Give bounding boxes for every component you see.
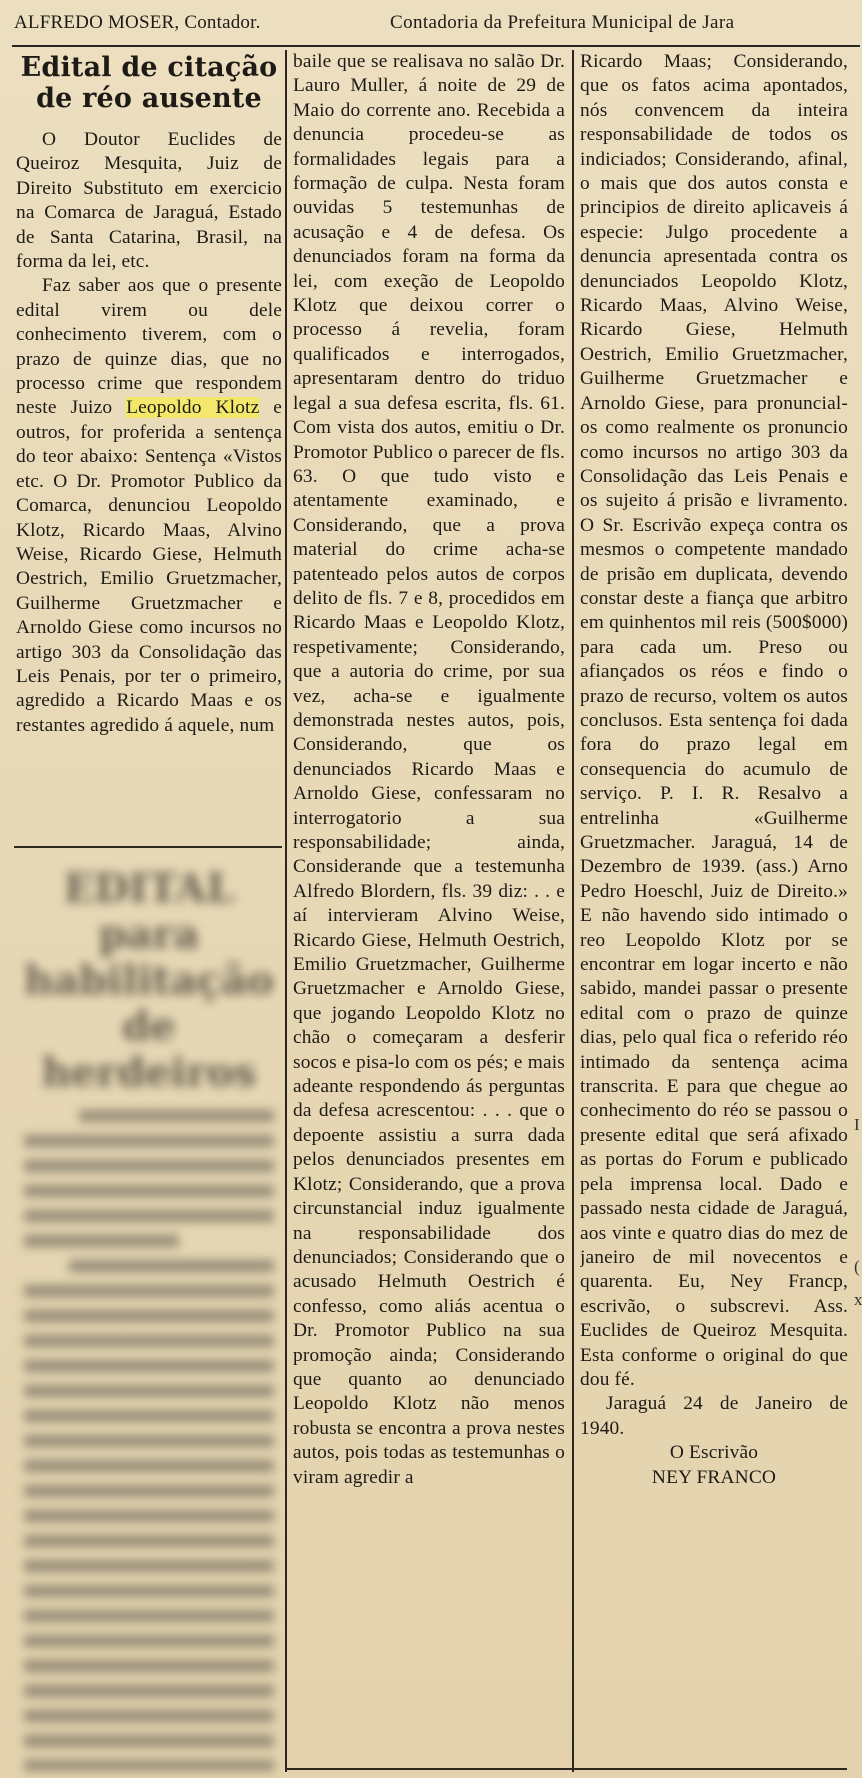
opening-text: Faz saber aos que o presente edital virem ou dele conhecimento tiverem, com o prazo de quinze dias, que no processo crime que respondem neste Juizo	[16, 275, 282, 419]
blurred-line	[24, 1385, 274, 1397]
blurred-line	[24, 1735, 274, 1747]
blurred-line	[24, 1360, 274, 1372]
header-left: ALFREDO MOSER, Contador.	[14, 12, 261, 33]
blurred-line	[24, 1685, 274, 1697]
column-2	[293, 50, 565, 1770]
blurred-line	[24, 1460, 274, 1472]
blurred-line	[24, 1535, 274, 1547]
header-right: Contadoria da Prefeitura Municipal de Jara	[390, 12, 735, 33]
blurred-line	[24, 1760, 274, 1771]
judge-intro-paragraph: O Doutor Euclides de Queiroz Mesquita, Juiz de Direito Substituto em exercicio na Comarca de Jaraguá, Estado de Santa Catarina, Brasil, na forma da lei, etc.	[16, 129, 282, 273]
blurred-line	[79, 1110, 274, 1122]
blurred-line	[24, 1485, 274, 1497]
blurred-line	[24, 1510, 274, 1522]
blurred-line	[24, 1435, 274, 1447]
blurred-line	[24, 1310, 274, 1322]
blurred-line	[24, 1710, 274, 1722]
blurred-line	[24, 1160, 274, 1172]
blurred-line	[24, 1585, 274, 1597]
column-1	[16, 52, 282, 832]
header-rule	[12, 45, 860, 47]
blurred-notice-headline: EDITAL para habilitação de herdeiros	[24, 866, 274, 1096]
blurred-line	[24, 1335, 274, 1347]
column-rule-1	[285, 50, 287, 1772]
signature-title: O Escrivão	[669, 1442, 759, 1464]
blurred-line	[24, 1635, 274, 1647]
blurred-notice	[24, 866, 274, 1771]
column-rule-2	[572, 50, 574, 1772]
blurred-line	[24, 1235, 179, 1247]
column-2-text: baile que se realisava no salão Dr. Lauro Muller, á noite de 29 de Maio do corrente ano. Recebida a denuncia procedeu-se as formalidades legais para a formação de culpa. Nesta foram ouvidas 5 testemunhas de acusação e 4 de defesa. Os denunciados foram na forma da lei, com exeção de Leopoldo Klotz que deixou correr o processo á revelia, foram qualificados e interrogados, apresentaram dentro do triduo legal a sua defesa escrita, fls. 61. Com vista dos autos, emitiu o Dr. Promotor Publico o parecer de fls. 63. O que tudo visto e atentamente examinado, e Considerando, que a prova material do crime acha-se patenteado pelos autos de corpos delito de fls. 7 e 8, procedidos em Ricardo Maas e Leopoldo Klotz, respetivamente; Considerando, que a autoria do crime, por sua vez, acha-se e igualmente demonstrada nestes autos, pois, Considerando, que os denunciados Ricardo Maas e Arnoldo Giese, confessaram no interrogatorio a sua responsabilidade; ainda, Considerande que a testemunha Alfredo Blordern, fls. 39 diz: . . e aí intervieram Alvino Weise, Ricardo Giese, Helmuth Oestrich, Emilio Gruetzmacher, Guilherme Gruetzmacher e Arnoldo Giese, que jogando Leopoldo Klotz no chão o começaram a desferir socos e pisa-lo com os pés; e mais adeante respondendo ás perguntas da defesa acrescentou: . . . que o depoente assistiu a surra dada pelos denunciados presentes em Klotz; Considerando, que a prova circunstancial induz igualmente na responsabilidade dos denunciados; Considerando que o acusado Helmuth Oestrich é confesso, como aliás acentua o Dr. Promotor Publico na sua promoção ainda; Considerando que quanto ao denunciado Leopoldo Klotz não menos robusta se encontra a prova nestes autos, pois todas as testemunhas o viram agredir a	[293, 51, 565, 1488]
blurred-line	[24, 1610, 274, 1622]
blurred-line	[24, 1285, 274, 1297]
sentence-text: e outros, for proferida a sentença do teor abaixo: Sentença «Vistos etc. O Dr. Promotor Publico da Comarca, denunciou Leopoldo Klotz, Ricardo Maas, Alvino Weise, Ricardo Giese, Helmuth Oestrich, Emilio Gruetzmacher, Guilherme Gruetzmacher e Arnoldo Giese como incursos no artigo 303 da Consolidação das Leis Penais, por ter o primeiro, agredido a Ricardo Maas e os restantes agredido á aquele, num	[16, 397, 282, 736]
blurred-line	[69, 1260, 274, 1272]
running-header	[14, 8, 860, 38]
column-3-text: Ricardo Maas; Considerando, que os fatos acima apontados, nós convencem da inteira responsabilidade de todos os indiciados; Considerando, afinal, o mais que dos autos consta e principios de direito aplicaveis á especie: Julgo procedente a denuncia apresentada contra os denunciados Leopoldo Klotz, Ricardo Maas, Alvino Weise, Ricardo Giese, Helmuth Oestrich, Emilio Gruetzmacher, Guilherme Gruetzmacher e Arnoldo Giese, para pronuncial-os como realmente os pronuncio como incursos no artigo 303 da Consolidação das Leis Penais e os sujeito á prisão e livramento. O Sr. Escrivão expeça contra os mesmos o competente mandado de prisão em duplicata, devendo constar deste a fiança que arbitro em quinhentos mil reis (500$000) para cada um. Preso ou afiançados os réos e findo o prazo de recurso, voltem os autos conclusos. Esta sentença foi dada fora do prazo legal em consequencia do acumulo de serviço. P. I. R. Resalvo a entrelinha «Guilherme Gruetzmacher. Jaraguá, 14 de Dezembro de 1939. (ass.) Arno Pedro Hoeschl, Juiz de Direito.» E não havendo sido intimado o reo Leopoldo Klotz por se encontrar em logar incerto e não sabido, mandei passar o presente edital com o prazo de quinze dias, pelo qual fica o referido réo intimado da sentença acima transcrita. E para que chegue ao conhecimento do réo se passou o presente edital que será afixado as portas do Forum e publicado pela imprensa local. Dado e passado nesta cidade de Jaraguá, aos vinte e quatro dias do mez de janeiro de mil novecentos e quarenta. Eu, Ney Francp, escrivão, o subscrevi. Ass. Euclides de Queiroz Mesquita. Esta conforme o original do que dou fé.	[580, 51, 848, 1390]
signature-name: NEY FRANCO	[651, 1466, 777, 1488]
dateline: Jaraguá 24 de Janeiro de 1940.	[580, 1393, 848, 1439]
blurred-line	[24, 1185, 274, 1197]
blurred-line	[24, 1135, 274, 1147]
edge-mark: I	[854, 1115, 860, 1134]
blurred-line	[24, 1410, 274, 1422]
blurred-line	[24, 1660, 274, 1672]
column-3	[580, 50, 848, 1770]
edge-mark: x	[854, 1290, 862, 1309]
column-1-divider	[14, 846, 282, 848]
highlighted-name: Leopoldo Klotz	[126, 397, 260, 419]
edge-mark: (	[854, 1257, 860, 1276]
edital-opening-paragraph	[16, 274, 282, 738]
edital-headline: Edital de citação de réo ausente	[20, 52, 278, 114]
blurred-line	[24, 1210, 274, 1222]
blurred-line	[24, 1560, 274, 1572]
bottom-rule	[287, 1768, 847, 1770]
